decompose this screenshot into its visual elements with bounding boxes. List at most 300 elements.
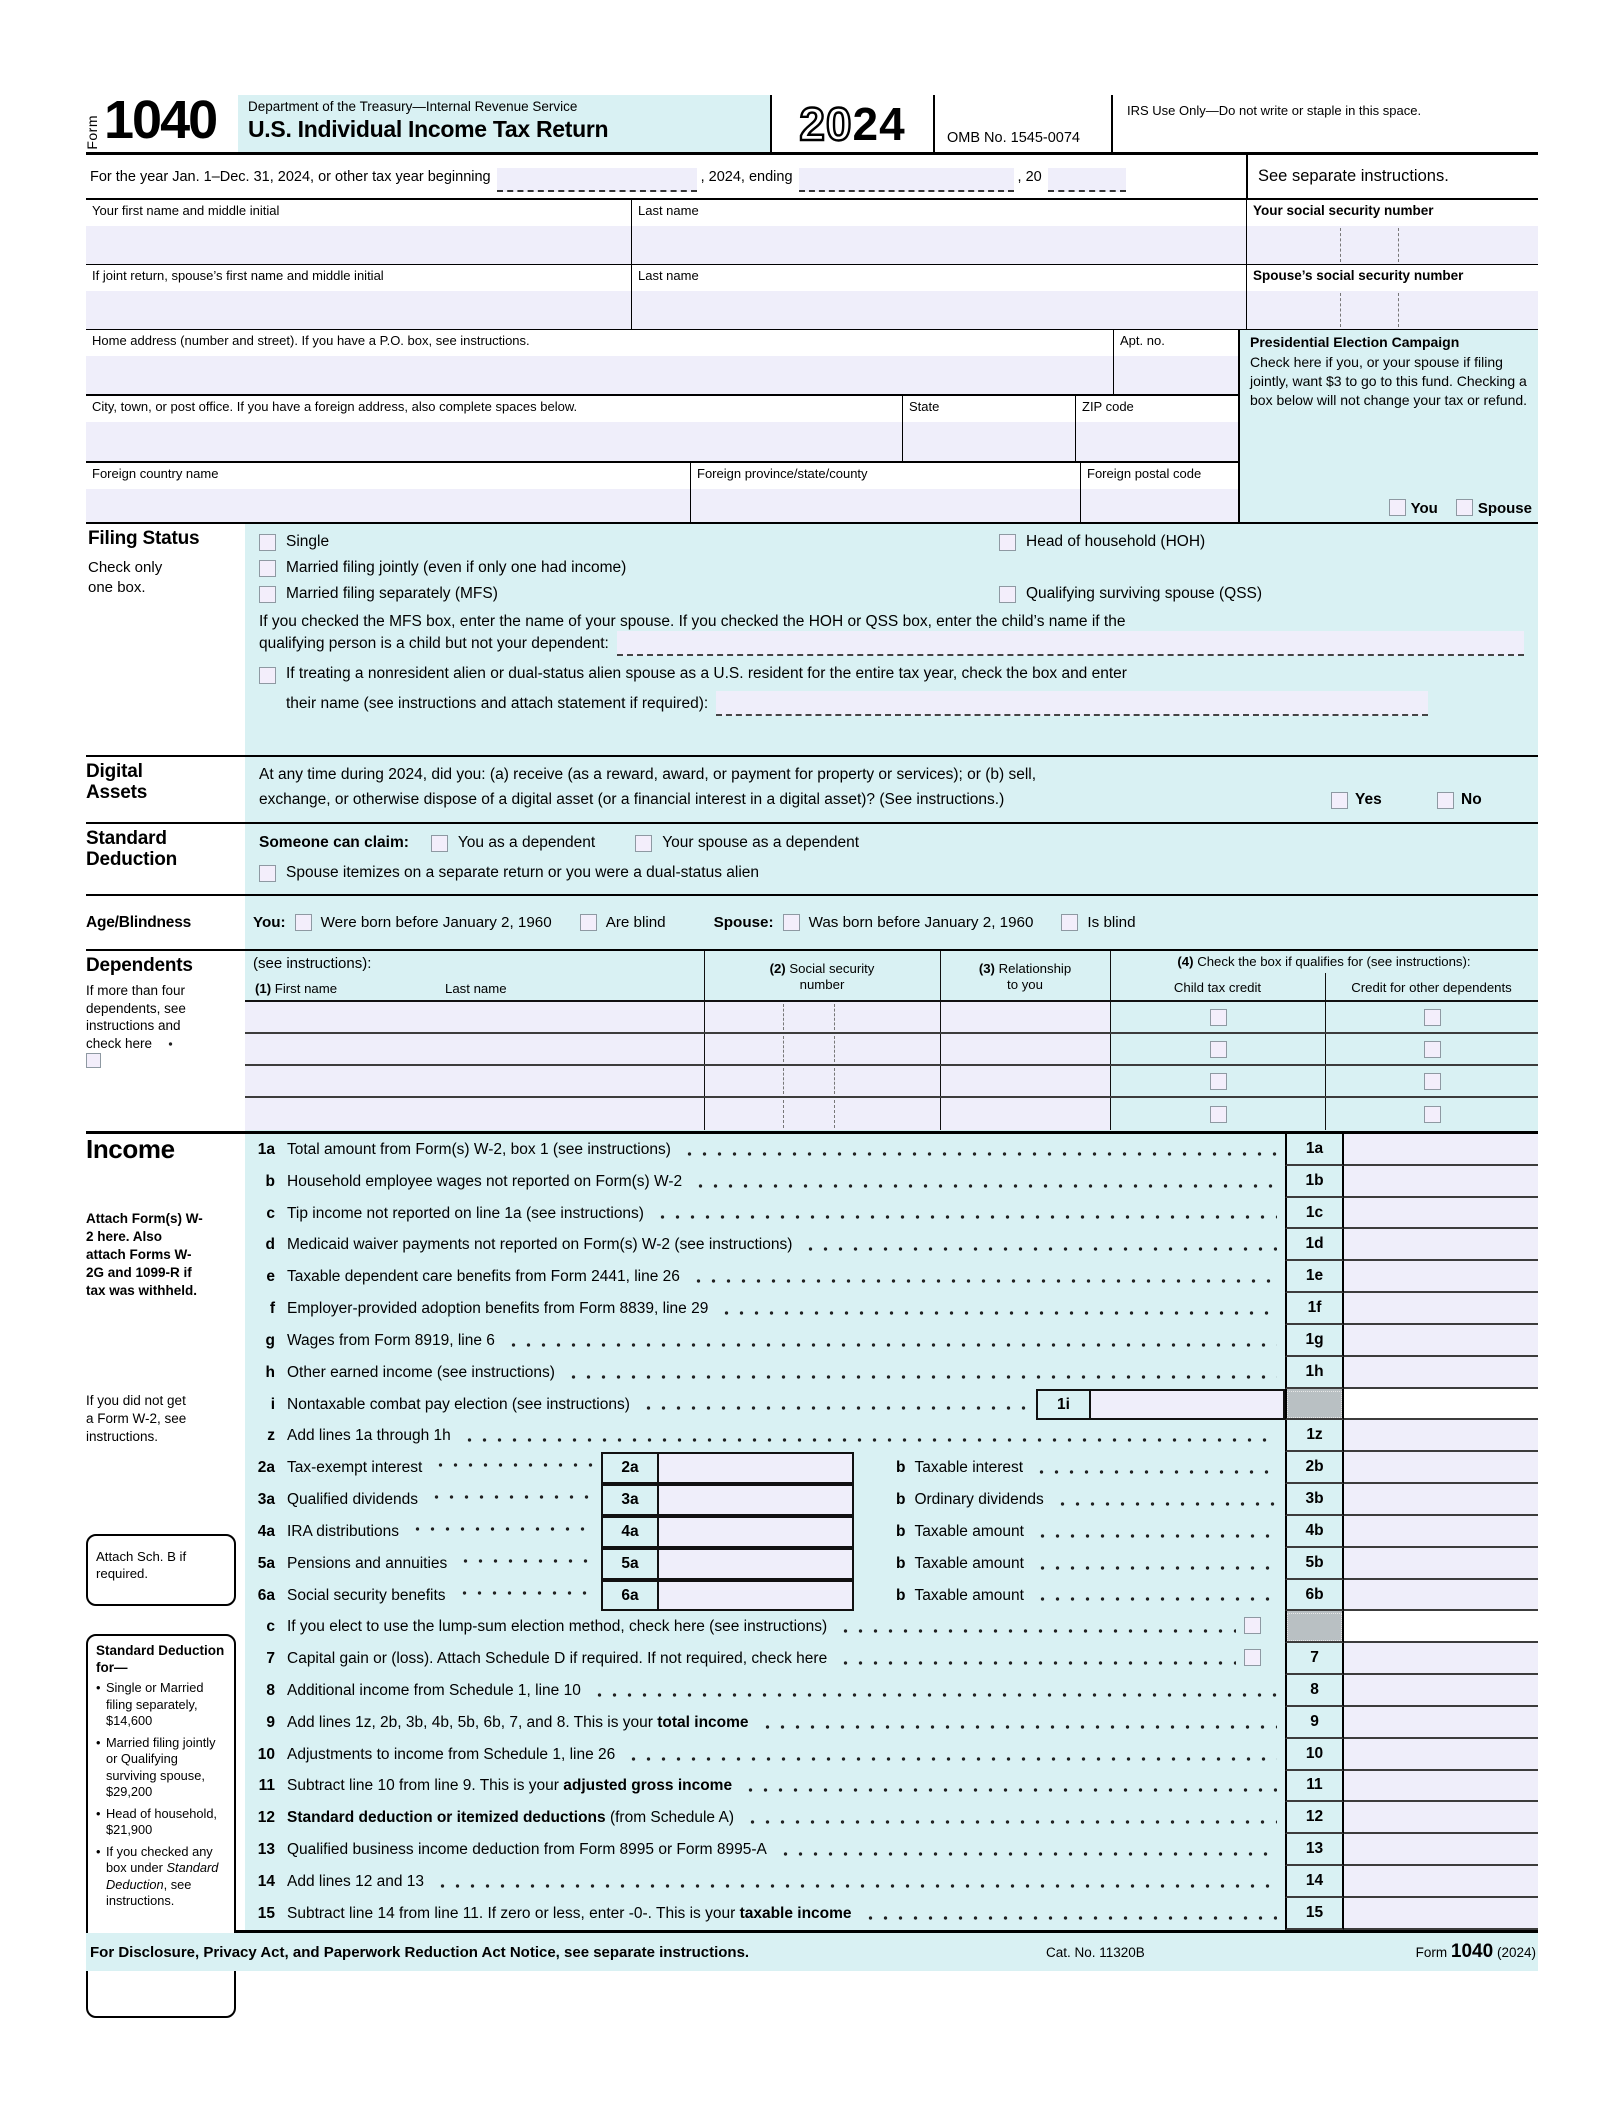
amount-7[interactable]	[1344, 1643, 1538, 1675]
line-box-label: 1f	[1285, 1293, 1344, 1325]
someone-can-claim-row	[245, 828, 1538, 858]
campaign-spouse-checkbox[interactable]	[1456, 499, 1473, 516]
nra-row-2	[245, 691, 1538, 716]
dependent-ctc-cell	[1110, 1066, 1325, 1096]
irs-use-block	[1113, 95, 1538, 152]
line-label: IRA distributions	[287, 1522, 399, 1540]
home-address-row	[86, 330, 1238, 395]
dependents-col1-header	[255, 981, 337, 996]
dependent-relationship-input[interactable]	[940, 1002, 1110, 1032]
bullet4-post: , see instructions.	[106, 1876, 192, 1908]
col3-line2: to you	[1007, 977, 1043, 992]
line-label: Pensions and annuities	[287, 1554, 448, 1572]
hoh-checkbox[interactable]	[999, 534, 1016, 551]
digital-assets-yes-checkbox[interactable]	[1331, 792, 1348, 809]
line-label	[287, 1809, 734, 1827]
line-box-label: 5b	[1285, 1548, 1344, 1580]
amount-3b[interactable]	[1344, 1484, 1538, 1516]
zip-label: ZIP code	[1082, 399, 1134, 414]
leader-dots	[1034, 1566, 1277, 1570]
dependent-name-input[interactable]	[245, 1034, 704, 1064]
foreign-province-input[interactable]	[691, 489, 1080, 522]
ssn-divider	[834, 1100, 835, 1128]
dependent-ctc-cell	[1110, 1098, 1325, 1130]
dependent-cod-cell	[1325, 1098, 1538, 1130]
dependent-ctc-cell	[1110, 1034, 1325, 1064]
spouse-born-label: Was born before January 2, 1960	[808, 914, 1034, 931]
dependents-col3-header	[940, 961, 1110, 993]
standard-deduction-heading: Standard Deduction	[86, 828, 178, 870]
amount-1z[interactable]	[1344, 1420, 1538, 1452]
sub-line-label: Taxable amount	[914, 1586, 1024, 1604]
leader-dots	[690, 1279, 1277, 1283]
claim-you-checkbox[interactable]	[431, 835, 448, 852]
amount-5a[interactable]	[659, 1548, 854, 1580]
line-box-label: 1c	[1285, 1198, 1344, 1230]
leader-dots	[432, 1463, 593, 1467]
line-box-label: 7	[1285, 1643, 1344, 1675]
line-number: 12	[257, 1809, 275, 1827]
mfj-checkbox[interactable]	[259, 560, 276, 577]
income-line-9	[245, 1707, 1538, 1739]
dependent-relationship-input[interactable]	[940, 1034, 1110, 1064]
your-ssn-cell	[1246, 200, 1538, 264]
sch-b-box	[86, 1534, 236, 1606]
line-number: 14	[257, 1872, 275, 1890]
you-blind-label: Are blind	[605, 914, 666, 931]
age-spouse-label: Spouse:	[713, 914, 774, 931]
std-box-bullet: • Single or Married filing separately, $14,600	[96, 1680, 230, 1730]
dependents-side-note-text: If more than four dependents, see instructions and check here	[86, 983, 186, 1051]
apt-input[interactable]	[1114, 356, 1238, 394]
attach-w2-note: Attach Form(s) W-2 here. Also attach Forms W-2G and 1099-R if tax was withheld.	[86, 1211, 203, 1298]
your-ssn-label: Your social security number	[1253, 203, 1434, 218]
line-label: If you elect to use the lump-sum election method, check here (see instructions)	[287, 1618, 828, 1636]
line-3a-box-label: 3a	[601, 1484, 659, 1516]
lump-sum-checkbox[interactable]	[1244, 1617, 1261, 1634]
line-4a-box-label: 4a	[601, 1516, 659, 1548]
column-divider	[940, 951, 941, 1000]
campaign-you-option	[1389, 499, 1438, 517]
ctc-checkbox[interactable]	[1210, 1106, 1227, 1123]
cod-checkbox[interactable]	[1424, 1106, 1441, 1123]
tax-year-prefix: For the year Jan. 1–Dec. 31, 2024, or other tax year beginning	[90, 168, 491, 185]
nra-name-input[interactable]	[716, 691, 1428, 716]
dependent-name-input[interactable]	[245, 1066, 704, 1096]
filing-status-heading: Filing Status	[88, 528, 200, 549]
dependent-name-input[interactable]	[245, 1002, 704, 1032]
your-name-row	[86, 200, 1538, 265]
income-line-1c	[245, 1198, 1538, 1230]
city-row	[86, 395, 1238, 462]
line-label: Tax-exempt interest	[287, 1459, 423, 1477]
form-number: 1040	[104, 90, 217, 150]
col2-line2: number	[799, 977, 845, 992]
income-line-11	[245, 1771, 1538, 1803]
hoh-label: Head of household (HOH)	[1026, 533, 1206, 550]
line-label: Nontaxable combat pay election (see instructions)	[287, 1395, 630, 1413]
campaign-you-label: You	[1410, 500, 1438, 517]
form-1040	[84, 90, 1538, 1971]
leader-dots	[1054, 1502, 1277, 1506]
claim-spouse-checkbox[interactable]	[635, 835, 652, 852]
spouse-itemizes-row	[245, 858, 1538, 888]
campaign-title: Presidential Election Campaign	[1250, 334, 1460, 350]
home-address-input[interactable]	[86, 356, 1113, 394]
spouse-last-name-input[interactable]	[632, 291, 1246, 329]
col2-line1: Social security	[789, 961, 875, 976]
amount-2a[interactable]	[659, 1452, 854, 1484]
line-label: Add lines 12 and 13	[287, 1872, 425, 1890]
standard-deduction-left	[86, 824, 245, 894]
leader-dots	[654, 1215, 1277, 1219]
std-box-bullet: • Married filing jointly or Qualifying surviving spouse, $29,200	[96, 1735, 230, 1801]
income-line-1e	[245, 1261, 1538, 1293]
line-box-label: 1z	[1285, 1420, 1344, 1452]
income-section	[86, 1134, 1538, 1933]
dependents-heading: Dependents	[86, 955, 193, 976]
digital-assets-yes	[1331, 791, 1382, 809]
city-label: City, town, or post office. If you have a foreign address, also complete spaces below.	[92, 399, 578, 414]
leader-dots	[837, 1629, 1236, 1633]
leader-dots	[428, 1495, 593, 1499]
line-box-label: 1h	[1285, 1357, 1344, 1389]
spouse-first-name-label: If joint return, spouse’s first name and middle initial	[92, 268, 384, 283]
spouse-blind-label: Is blind	[1087, 914, 1136, 931]
foreign-country-input[interactable]	[86, 489, 690, 522]
line-number: 15	[257, 1904, 275, 1922]
line-label: Tip income not reported on line 1a (see instructions)	[287, 1204, 644, 1222]
leader-dots	[802, 1247, 1277, 1251]
dependents-see-note: (see instructions):	[253, 955, 372, 972]
amount-2b[interactable]	[1344, 1452, 1538, 1484]
form-title: U.S. Individual Income Tax Return	[248, 116, 609, 142]
state-label: State	[909, 399, 940, 414]
dependent-row-1	[245, 1002, 1538, 1034]
dependent-name-input[interactable]	[245, 1098, 704, 1130]
digital-assets-left	[86, 757, 245, 822]
line-number: 6a	[257, 1586, 275, 1604]
qss-checkbox[interactable]	[999, 586, 1016, 603]
amount-1i[interactable]	[1091, 1389, 1285, 1421]
age-blindness-content	[245, 896, 1538, 949]
mfj-label: Married filing jointly (even if only one had income)	[286, 559, 627, 576]
income-line-10	[245, 1739, 1538, 1771]
claim-spouse-label: Your spouse as a dependent	[662, 834, 860, 851]
income-line-5a	[245, 1548, 1538, 1580]
form-number-block	[84, 90, 238, 152]
cod-checkbox[interactable]	[1424, 1073, 1441, 1090]
line-label: Total amount from Form(s) W-2, box 1 (see instructions)	[287, 1140, 671, 1158]
leader-dots	[718, 1311, 1277, 1315]
income-line-15	[245, 1898, 1538, 1930]
first-name-label: Your first name and middle initial	[92, 203, 280, 218]
label-pre: Subtract line 10 from line 9. This is your	[287, 1777, 564, 1795]
line-number: c	[266, 1204, 275, 1222]
label-bold: adjusted gross income	[563, 1777, 733, 1795]
line-box-label: 13	[1285, 1834, 1344, 1866]
you-born-checkbox[interactable]	[295, 914, 312, 931]
amount-1b[interactable]	[1344, 1166, 1538, 1198]
amount-6c-unused	[1344, 1611, 1538, 1643]
see-instructions-text: See separate instructions.	[1258, 167, 1449, 185]
line-box-label: 8	[1285, 1675, 1344, 1707]
catalog-number: Cat. No. 11320B	[1046, 1944, 1145, 1960]
leader-dots	[1034, 1534, 1277, 1538]
ctc-checkbox[interactable]	[1210, 1009, 1227, 1026]
age-blindness-heading: Age/Blindness	[86, 914, 192, 931]
you-born-label: Were born before January 2, 1960	[320, 914, 552, 931]
leader-dots	[409, 1527, 593, 1531]
income-line-1g	[245, 1325, 1538, 1357]
filing-status-row-3	[245, 581, 1538, 607]
column-divider	[704, 951, 705, 1000]
dependent-relationship-input[interactable]	[940, 1066, 1110, 1096]
leader-dots	[742, 1788, 1277, 1792]
spouse-blind-checkbox[interactable]	[1061, 914, 1078, 931]
line-label: Adjustments to income from Schedule 1, line 26	[287, 1745, 616, 1763]
tax-year-block	[770, 95, 935, 152]
std-box-bullets	[96, 1680, 230, 1910]
hoh-option	[985, 533, 1205, 551]
presidential-campaign-box	[1238, 330, 1538, 522]
line-number: i	[270, 1395, 275, 1413]
income-left	[86, 1134, 245, 1930]
your-ssn-input[interactable]	[1247, 226, 1538, 264]
amount-3a[interactable]	[659, 1484, 854, 1516]
dependents-col1-last-header: Last name	[445, 981, 507, 996]
sub-line-letter: b	[896, 1459, 906, 1477]
income-line-13	[245, 1834, 1538, 1866]
digital-assets-no-checkbox[interactable]	[1437, 792, 1454, 809]
income-line-8	[245, 1675, 1538, 1707]
spouse-first-name-input[interactable]	[86, 291, 631, 329]
dependent-row-4	[245, 1098, 1538, 1130]
amount-1e[interactable]	[1344, 1261, 1538, 1293]
line-label: Employer-provided adoption benefits from Form 8839, line 29	[287, 1300, 709, 1318]
sub-line-letter: b	[896, 1586, 906, 1604]
label-pre: Add lines 1z, 2b, 3b, 4b, 5b, 6b, 7, and 8. This is your	[287, 1713, 658, 1731]
spouse-itemizes-label: Spouse itemizes on a separate return or you were a dual-status alien	[286, 864, 760, 881]
line-label: Other earned income (see instructions)	[287, 1363, 555, 1381]
cod-checkbox[interactable]	[1424, 1009, 1441, 1026]
see-instructions-cell	[1246, 155, 1538, 198]
amount-4a[interactable]	[659, 1516, 854, 1548]
label-pre: Subtract line 14 from line 11. If zero or less, enter -0-. This is your	[287, 1904, 740, 1922]
digital-assets-section	[86, 757, 1538, 824]
leader-dots	[565, 1375, 1277, 1379]
leader-dots	[681, 1152, 1277, 1156]
dependent-row-2	[245, 1034, 1538, 1066]
income-line-7	[245, 1643, 1538, 1675]
filing-status-row-2	[245, 555, 1538, 581]
line-number: 2a	[257, 1459, 275, 1477]
line-number: 3a	[257, 1491, 275, 1509]
line-number: f	[269, 1300, 275, 1318]
ssn-divider	[783, 1036, 784, 1062]
first-name-cell	[86, 200, 631, 264]
single-checkbox[interactable]	[259, 534, 276, 551]
line-box-label: 1a	[1285, 1134, 1344, 1166]
leader-dots	[162, 1042, 178, 1046]
foreign-country-cell	[86, 463, 690, 522]
line-label: Social security benefits	[287, 1586, 446, 1604]
leader-dots	[1034, 1597, 1277, 1601]
more-dependents-checkbox[interactable]	[86, 1053, 101, 1068]
foreign-country-label: Foreign country name	[92, 466, 219, 481]
amount-1h[interactable]	[1344, 1357, 1538, 1389]
spouse-last-name-cell	[631, 265, 1246, 329]
amount-12[interactable]	[1344, 1802, 1538, 1834]
schedule-d-not-required-checkbox[interactable]	[1244, 1649, 1261, 1666]
line-number: 11	[258, 1777, 275, 1795]
income-line-1a	[245, 1134, 1538, 1166]
page-footer	[86, 1933, 1538, 1971]
sub-line-label: Taxable interest	[914, 1459, 1024, 1477]
sch-b-note: Attach Sch. B if required.	[96, 1549, 187, 1581]
dependent-ctc-cell	[1110, 1002, 1325, 1032]
tax-year-row	[86, 155, 1538, 200]
income-line-12	[245, 1802, 1538, 1834]
tax-year-beginning-input[interactable]	[497, 168, 697, 192]
mfs-checkbox[interactable]	[259, 586, 276, 603]
age-blindness-left	[86, 896, 245, 949]
std-box-title: Standard Deduction for—	[96, 1643, 225, 1675]
amount-15[interactable]	[1344, 1898, 1538, 1930]
qualifying-person-input[interactable]	[617, 631, 1524, 656]
line-number: 7	[266, 1650, 275, 1668]
amount-8[interactable]	[1344, 1675, 1538, 1707]
line-label	[287, 1905, 852, 1923]
tax-year-yy-input[interactable]	[1048, 168, 1126, 192]
amount-6a[interactable]	[659, 1580, 854, 1612]
mfs-note-line2: qualifying person is a child but not your dependent:	[259, 635, 609, 652]
city-input[interactable]	[86, 422, 902, 461]
campaign-body: Check here if you, or your spouse if filing jointly, want $3 to go to this fund. Checking a box below will not change your tax or refund.	[1250, 354, 1528, 408]
amount-1g[interactable]	[1344, 1325, 1538, 1357]
amount-1f[interactable]	[1344, 1293, 1538, 1325]
sub-line-letter: b	[896, 1554, 906, 1572]
dependents-col4a-header: Child tax credit	[1173, 980, 1262, 995]
income-line-6c	[245, 1611, 1538, 1643]
dependent-ssn-input[interactable]	[704, 1066, 940, 1096]
ssn-divider	[1340, 293, 1341, 327]
foreign-province-cell	[690, 463, 1080, 522]
amount-14[interactable]	[1344, 1866, 1538, 1898]
foreign-postal-input[interactable]	[1081, 489, 1238, 522]
ctc-checkbox[interactable]	[1210, 1041, 1227, 1058]
label-bold: taxable income	[739, 1904, 852, 1922]
zip-input[interactable]	[1076, 422, 1238, 461]
state-input[interactable]	[903, 422, 1075, 461]
line-1i-box-label: 1i	[1036, 1389, 1091, 1421]
footer-form-word: Form	[1415, 1945, 1448, 1960]
leader-dots	[505, 1343, 1277, 1347]
line-box-label: 6b	[1285, 1580, 1344, 1612]
line-label: Qualified business income deduction from Form 8995 or Form 8995-A	[287, 1841, 767, 1859]
ctc-checkbox[interactable]	[1210, 1073, 1227, 1090]
campaign-checkboxes	[1389, 499, 1532, 517]
last-name-input[interactable]	[632, 226, 1246, 264]
digital-assets-no	[1437, 791, 1482, 809]
dependent-relationship-input[interactable]	[940, 1098, 1110, 1130]
line-label: Capital gain or (loss). Attach Schedule D if required. If not required, check here	[287, 1650, 828, 1668]
line-number: d	[265, 1236, 275, 1254]
leader-dots	[457, 1559, 593, 1563]
spouse-born-checkbox[interactable]	[783, 914, 800, 931]
amount-4b[interactable]	[1344, 1516, 1538, 1548]
ssn-divider	[1398, 228, 1399, 262]
spouse-name-row	[86, 265, 1538, 330]
nra-row-1	[245, 665, 1538, 691]
line-label	[287, 1777, 732, 1795]
amount-1a[interactable]	[1344, 1134, 1538, 1166]
income-line-1i	[245, 1389, 1538, 1421]
amount-5b[interactable]	[1344, 1548, 1538, 1580]
nra-checkbox[interactable]	[259, 667, 276, 684]
leader-dots	[591, 1693, 1277, 1697]
dependent-ssn-input[interactable]	[704, 1034, 940, 1064]
line-label: Medicaid waiver payments not reported on Form(s) W-2 (see instructions)	[287, 1236, 793, 1254]
qss-label: Qualifying surviving spouse (QSS)	[1026, 585, 1263, 602]
leader-dots	[456, 1591, 593, 1595]
age-blindness-row	[245, 896, 1538, 949]
income-line-14	[245, 1866, 1538, 1898]
footer-form-number: 1040	[1450, 1941, 1494, 1962]
spouse-itemizes-checkbox[interactable]	[259, 865, 276, 882]
dependents-col4-header	[1110, 954, 1538, 970]
campaign-you-checkbox[interactable]	[1389, 499, 1406, 516]
income-line-3a	[245, 1484, 1538, 1516]
first-name-input[interactable]	[86, 226, 631, 264]
spouse-last-name-label: Last name	[638, 268, 699, 283]
home-address-cell	[86, 330, 1113, 394]
foreign-province-label: Foreign province/state/county	[697, 466, 868, 481]
dependent-ssn-input[interactable]	[704, 1002, 940, 1032]
line-label	[287, 1714, 749, 1732]
dependents-section	[86, 951, 1538, 1134]
amount-13[interactable]	[1344, 1834, 1538, 1866]
spouse-ssn-input[interactable]	[1247, 291, 1538, 329]
income-line-1f	[245, 1293, 1538, 1325]
cod-checkbox[interactable]	[1424, 1041, 1441, 1058]
tax-year-solid: 24	[852, 97, 906, 150]
label-bold: total income	[657, 1713, 749, 1731]
tax-year-ending-input[interactable]	[799, 168, 1014, 192]
omb-block	[935, 95, 1113, 152]
you-blind-checkbox[interactable]	[580, 914, 597, 931]
leader-dots	[837, 1661, 1236, 1665]
col4-number: (4)	[1177, 954, 1194, 969]
line-number: 13	[257, 1841, 275, 1859]
dependents-left	[86, 951, 245, 1131]
amount-9[interactable]	[1344, 1707, 1538, 1739]
amount-1c[interactable]	[1344, 1198, 1538, 1230]
tax-year-line	[86, 155, 1246, 198]
amount-1d[interactable]	[1344, 1229, 1538, 1261]
amount-11[interactable]	[1344, 1771, 1538, 1803]
amount-10[interactable]	[1344, 1739, 1538, 1771]
city-cell	[86, 396, 902, 461]
spouse-ssn-cell	[1246, 265, 1538, 329]
dependent-ssn-input[interactable]	[704, 1098, 940, 1130]
no-w2-note: If you did not get a Form W-2, see instructions.	[86, 1393, 187, 1444]
tax-year-suffix: , 20	[1017, 168, 1042, 185]
foreign-row	[86, 462, 1238, 522]
mfs-note-line1: If you checked the MFS box, enter the name of your spouse. If you checked the HOH or QSS box, enter the child’s name if the	[259, 613, 1126, 630]
amount-1i-unused	[1344, 1389, 1538, 1421]
amount-6b[interactable]	[1344, 1580, 1538, 1612]
